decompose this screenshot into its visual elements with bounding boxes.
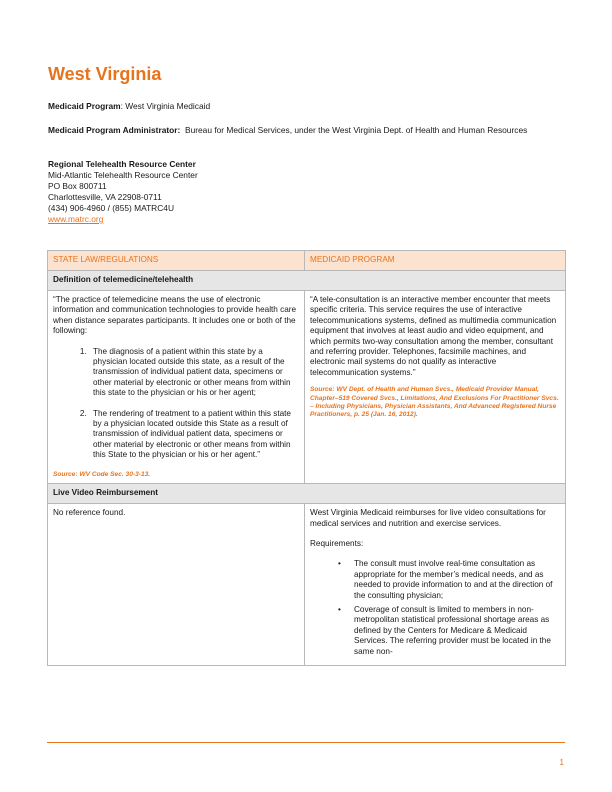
- trc-city: Charlottesville, VA 22908-0711: [48, 192, 162, 202]
- law-numbered-list: [53, 347, 299, 461]
- section-title-definition: Definition of telemedicine/telehealth: [48, 271, 566, 291]
- list-item: 2. The rendering of treatment to a patient within this state by a physician located outside this State as a result of transmission of individual patient data, specimens or other material by electronic or other means from within this State to the physician or his or her agent.”: [89, 409, 299, 461]
- administrator-line: [48, 125, 548, 136]
- live-video-medicaid-cell: [305, 504, 566, 666]
- requirements-list: [310, 559, 560, 657]
- definition-medicaid-cell: [305, 291, 566, 484]
- trc-block: [48, 159, 198, 225]
- medicaid-program-label: Medicaid Program: [48, 101, 121, 111]
- law-table: [47, 250, 566, 666]
- administrator-value: Bureau for Medical Services, under the West Virginia Dept. of Health and Human Resources: [184, 125, 528, 135]
- page-number: 1: [559, 758, 564, 767]
- requirements-label: Requirements:: [310, 538, 364, 548]
- trc-website-link[interactable]: www.matrc.org: [48, 214, 104, 224]
- trc-phone: (434) 906-4960 / (855) MATRC4U: [48, 203, 174, 213]
- medicaid-definition-text: “A tele-consultation is an interactive member encounter that meets specific criteria. This service requires the use of interactive telecommunications systems, defined as multimedia communication equipment that involves at least audio and video equipment, and which permits two-way consultation among the member, consultant and referring provider. Telephones, facsimile machines, and electronic mail systems do not qualify as interactive telecommunication systems.”: [310, 295, 557, 377]
- administrator-label: Medicaid Program Administrator:: [48, 125, 181, 135]
- page-title: West Virginia: [48, 64, 162, 84]
- table-header-row: [48, 251, 566, 271]
- list-item: • Coverage of consult is limited to members in non-metropolitan statistical professional shortage areas as defined by the Centers for Medicare & Medicaid Services. The referring provider must be located in the same non-: [354, 605, 560, 657]
- medicaid-program-line: [48, 101, 210, 112]
- trc-name: Mid-Atlantic Telehealth Resource Center: [48, 170, 198, 180]
- definition-law-cell: [48, 291, 305, 484]
- col-medicaid-header: MEDICAID PROGRAM: [305, 251, 566, 271]
- section-row-live-video: [48, 484, 566, 504]
- section-row-definition: [48, 271, 566, 291]
- footer-divider: [47, 742, 565, 743]
- col-state-law-header: STATE LAW/REGULATIONS: [48, 251, 305, 271]
- section-title-live-video: Live Video Reimbursement: [48, 484, 566, 504]
- live-video-content-row: [48, 504, 566, 666]
- law-no-reference-text: No reference found.: [53, 508, 126, 518]
- trc-label: Regional Telehealth Resource Center: [48, 159, 196, 169]
- list-item: • The consult must involve real-time consultation as appropriate for the member’s medical needs, and as needed to provide information to and at the direction of the consulting physician;: [354, 559, 560, 601]
- law-source-citation: Source: WV Code Sec. 30-3-13.: [53, 470, 151, 478]
- medicaid-reimbursement-text: West Virginia Medicaid reimburses for live video consultations for medical services and nutrition and exercise services.: [310, 508, 546, 528]
- medicaid-program-value: : West Virginia Medicaid: [120, 101, 211, 111]
- live-video-law-cell: [48, 504, 305, 666]
- law-intro-text: “The practice of telemedicine means the use of electronic information and communication technologies to provide health care when distance separates participants. It includes one or both of the following:: [53, 295, 297, 336]
- medicaid-source-citation: Source: WV Dept. of Health and Human Svcs., Medicaid Provider Manual, Chapter–519 Covered Svcs., Limitations, And Exclusions For Practitioner Svcs. – Including Physicians, Physician Assistants, And Advanced Registered Nurse Practitioners, p. 25 (Jan. 16, 2012).: [310, 386, 559, 419]
- definition-content-row: [48, 291, 566, 484]
- trc-po-box: PO Box 800711: [48, 181, 107, 191]
- list-item: 1. The diagnosis of a patient within this state by a physician located outside this state, as a result of the transmission of individual patient data, specimens or other material by electronic or other means from within this state to the physician or his or her agent;: [89, 347, 299, 399]
